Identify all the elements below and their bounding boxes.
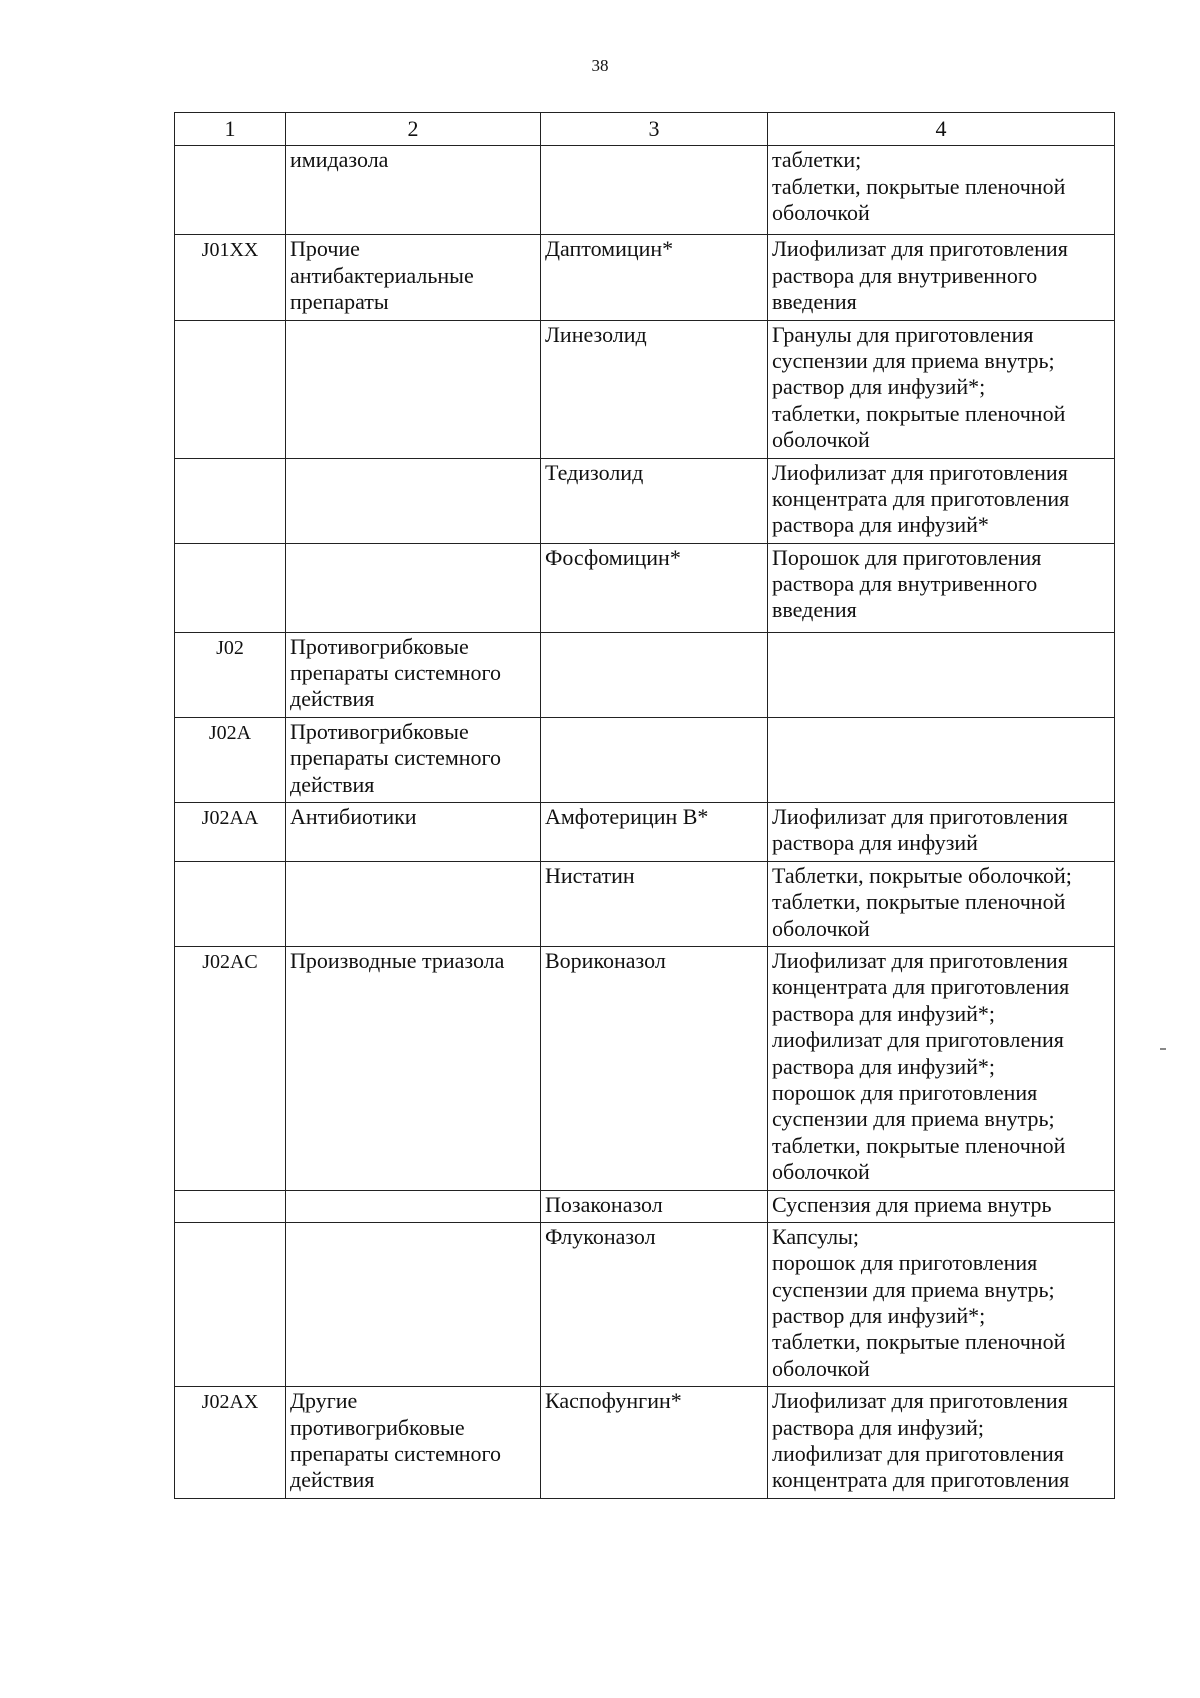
group-name-line: противогрибковые: [290, 1414, 465, 1440]
dosage-forms-cell: [768, 458, 1115, 543]
drug-name-cell: Флуконазол: [541, 1222, 768, 1386]
dosage-forms-cell: [768, 235, 1115, 320]
table-row: [175, 632, 1115, 717]
dosage-form-line: раствора для инфузий*;: [772, 1053, 996, 1079]
group-name-line: Другие: [290, 1388, 358, 1414]
group-name-cell: [286, 458, 541, 543]
group-name-cell: [286, 320, 541, 458]
table-body: [175, 146, 1115, 1498]
dosage-form-line: Капсулы;: [772, 1223, 860, 1249]
drug-name-cell: Тедизолид: [541, 458, 768, 543]
drug-name-cell: [541, 146, 768, 235]
dosage-form-line: оболочкой: [772, 427, 870, 453]
drug-name-cell: [541, 717, 768, 802]
group-name-cell: [286, 632, 541, 717]
table-row: [175, 235, 1115, 320]
dosage-forms-cell: [768, 146, 1115, 235]
group-name-cell: [286, 803, 541, 862]
table-row: [175, 543, 1115, 632]
drug-name-cell: [541, 632, 768, 717]
dosage-forms-cell: [768, 946, 1115, 1190]
table-row: [175, 946, 1115, 1190]
group-name-line: действия: [290, 686, 375, 712]
dosage-form-line: Лиофилизат для приготовления: [772, 1388, 1068, 1414]
group-name-cell: [286, 861, 541, 946]
dosage-form-line: оболочкой: [772, 1159, 870, 1185]
dosage-form-line: таблетки, покрытые пленочной: [772, 889, 1066, 915]
atc-code-cell: [175, 1190, 286, 1222]
group-name-cell: [286, 235, 541, 320]
scan-mark: [1160, 1048, 1166, 1050]
group-name-cell: [286, 946, 541, 1190]
drug-name-cell: Фосфомицин*: [541, 543, 768, 632]
atc-code-cell: J02A: [175, 717, 286, 802]
atc-code-cell: J01XX: [175, 235, 286, 320]
dosage-forms-cell: [768, 1190, 1115, 1222]
drug-name-cell: Амфотерицин В*: [541, 803, 768, 862]
atc-code-cell: J02AX: [175, 1387, 286, 1499]
group-name-cell: [286, 1222, 541, 1386]
table-row: [175, 803, 1115, 862]
dosage-forms-cell: [768, 320, 1115, 458]
dosage-form-line: Таблетки, покрытые оболочкой;: [772, 862, 1072, 888]
atc-code-cell: J02AA: [175, 803, 286, 862]
group-name-cell: [286, 1190, 541, 1222]
drug-name-cell: Даптомицин*: [541, 235, 768, 320]
table-row: [175, 861, 1115, 946]
dosage-form-line: концентрата для приготовления: [772, 974, 1070, 1000]
drug-name-cell: Вориконазол: [541, 946, 768, 1190]
table-row: [175, 1387, 1115, 1499]
atc-code-cell: [175, 861, 286, 946]
dosage-form-line: раствор для инфузий*;: [772, 1303, 986, 1329]
dosage-form-line: введения: [772, 597, 857, 623]
group-name-line: Противогрибковые: [290, 718, 469, 744]
drug-name-cell: Каспофунгин*: [541, 1387, 768, 1499]
table-row: [175, 717, 1115, 802]
group-name-line: препараты системного: [290, 1441, 502, 1467]
dosage-form-line: оболочкой: [772, 1355, 870, 1381]
header-col-4: 4: [768, 113, 1115, 146]
dosage-forms-cell: [768, 1222, 1115, 1386]
atc-code-cell: [175, 320, 286, 458]
atc-code-cell: [175, 146, 286, 235]
group-name-line: препараты: [290, 289, 389, 315]
dosage-forms-cell: [768, 717, 1115, 802]
group-name-line: Антибиотики: [290, 804, 417, 830]
dosage-forms-cell: [768, 803, 1115, 862]
table-row: [175, 458, 1115, 543]
atc-code-cell: [175, 1222, 286, 1386]
dosage-form-line: Лиофилизат для приготовления: [772, 947, 1068, 973]
drug-name-cell: Линезолид: [541, 320, 768, 458]
group-name-line: действия: [290, 771, 375, 797]
dosage-form-line: Лиофилизат для приготовления: [772, 236, 1068, 262]
page-number: 38: [591, 56, 609, 75]
dosage-form-line: оболочкой: [772, 915, 870, 941]
dosage-form-line: раствора для внутривенного: [772, 262, 1038, 288]
dosage-form-line: таблетки, покрытые пленочной: [772, 1132, 1066, 1158]
atc-code-cell: J02: [175, 632, 286, 717]
group-name-cell: [286, 543, 541, 632]
group-name-line: препараты системного: [290, 660, 502, 686]
group-name-cell: [286, 717, 541, 802]
dosage-form-line: раствора для инфузий*;: [772, 1000, 996, 1026]
dosage-form-line: Суспензия для приема внутрь: [772, 1191, 1052, 1217]
table-row: [175, 146, 1115, 235]
drug-table: [174, 112, 1115, 1499]
header-col-1: 1: [175, 113, 286, 146]
atc-code-cell: [175, 543, 286, 632]
table-row: [175, 1222, 1115, 1386]
dosage-form-line: концентрата для приготовления: [772, 1467, 1070, 1493]
dosage-form-line: раствора для инфузий;: [772, 1414, 985, 1440]
dosage-form-line: суспензии для приема внутрь;: [772, 1106, 1055, 1132]
dosage-form-line: порошок для приготовления: [772, 1079, 1038, 1105]
dosage-form-line: раствора для инфузий: [772, 830, 978, 856]
dosage-forms-cell: [768, 632, 1115, 717]
header-col-3: 3: [541, 113, 768, 146]
group-name-cell: [286, 1387, 541, 1499]
dosage-forms-cell: [768, 543, 1115, 632]
header-col-2: 2: [286, 113, 541, 146]
drug-name-cell: Позаконазол: [541, 1190, 768, 1222]
atc-code-cell: J02AC: [175, 946, 286, 1190]
dosage-form-line: введения: [772, 289, 857, 315]
group-name-line: антибактериальные: [290, 262, 474, 288]
header-row: [175, 113, 1115, 146]
group-name-line: препараты системного: [290, 745, 502, 771]
dosage-form-line: Лиофилизат для приготовления: [772, 804, 1068, 830]
dosage-form-line: Гранулы для приготовления: [772, 321, 1034, 347]
dosage-forms-cell: [768, 861, 1115, 946]
group-name-cell: [286, 146, 541, 235]
table-row: [175, 320, 1115, 458]
group-name-line: Противогрибковые: [290, 633, 469, 659]
dosage-form-line: суспензии для приема внутрь;: [772, 347, 1055, 373]
group-name-line: действия: [290, 1467, 375, 1493]
atc-code-cell: [175, 458, 286, 543]
dosage-form-line: оболочкой: [772, 200, 870, 226]
dosage-form-line: таблетки, покрытые пленочной: [772, 173, 1066, 199]
dosage-form-line: порошок для приготовления: [772, 1250, 1038, 1276]
dosage-forms-cell: [768, 1387, 1115, 1499]
group-name-line: Прочие: [290, 236, 360, 262]
table-row: [175, 1190, 1115, 1222]
drug-name-cell: Нистатин: [541, 861, 768, 946]
dosage-form-line: Порошок для приготовления: [772, 544, 1042, 570]
dosage-form-line: таблетки, покрытые пленочной: [772, 1329, 1066, 1355]
dosage-form-line: концентрата для приготовления: [772, 485, 1070, 511]
dosage-form-line: лиофилизат для приготовления: [772, 1441, 1064, 1467]
dosage-form-line: раствор для инфузий*;: [772, 374, 986, 400]
dosage-form-line: таблетки, покрытые пленочной: [772, 400, 1066, 426]
dosage-form-line: лиофилизат для приготовления: [772, 1027, 1064, 1053]
dosage-form-line: таблетки;: [772, 147, 862, 173]
dosage-form-line: раствора для внутривенного: [772, 571, 1038, 597]
group-name-line: имидазола: [290, 147, 389, 173]
group-name-line: Производные триазола: [290, 947, 505, 973]
dosage-form-line: раствора для инфузий*: [772, 512, 989, 538]
dosage-form-line: суспензии для приема внутрь;: [772, 1276, 1055, 1302]
dosage-form-line: Лиофилизат для приготовления: [772, 459, 1068, 485]
